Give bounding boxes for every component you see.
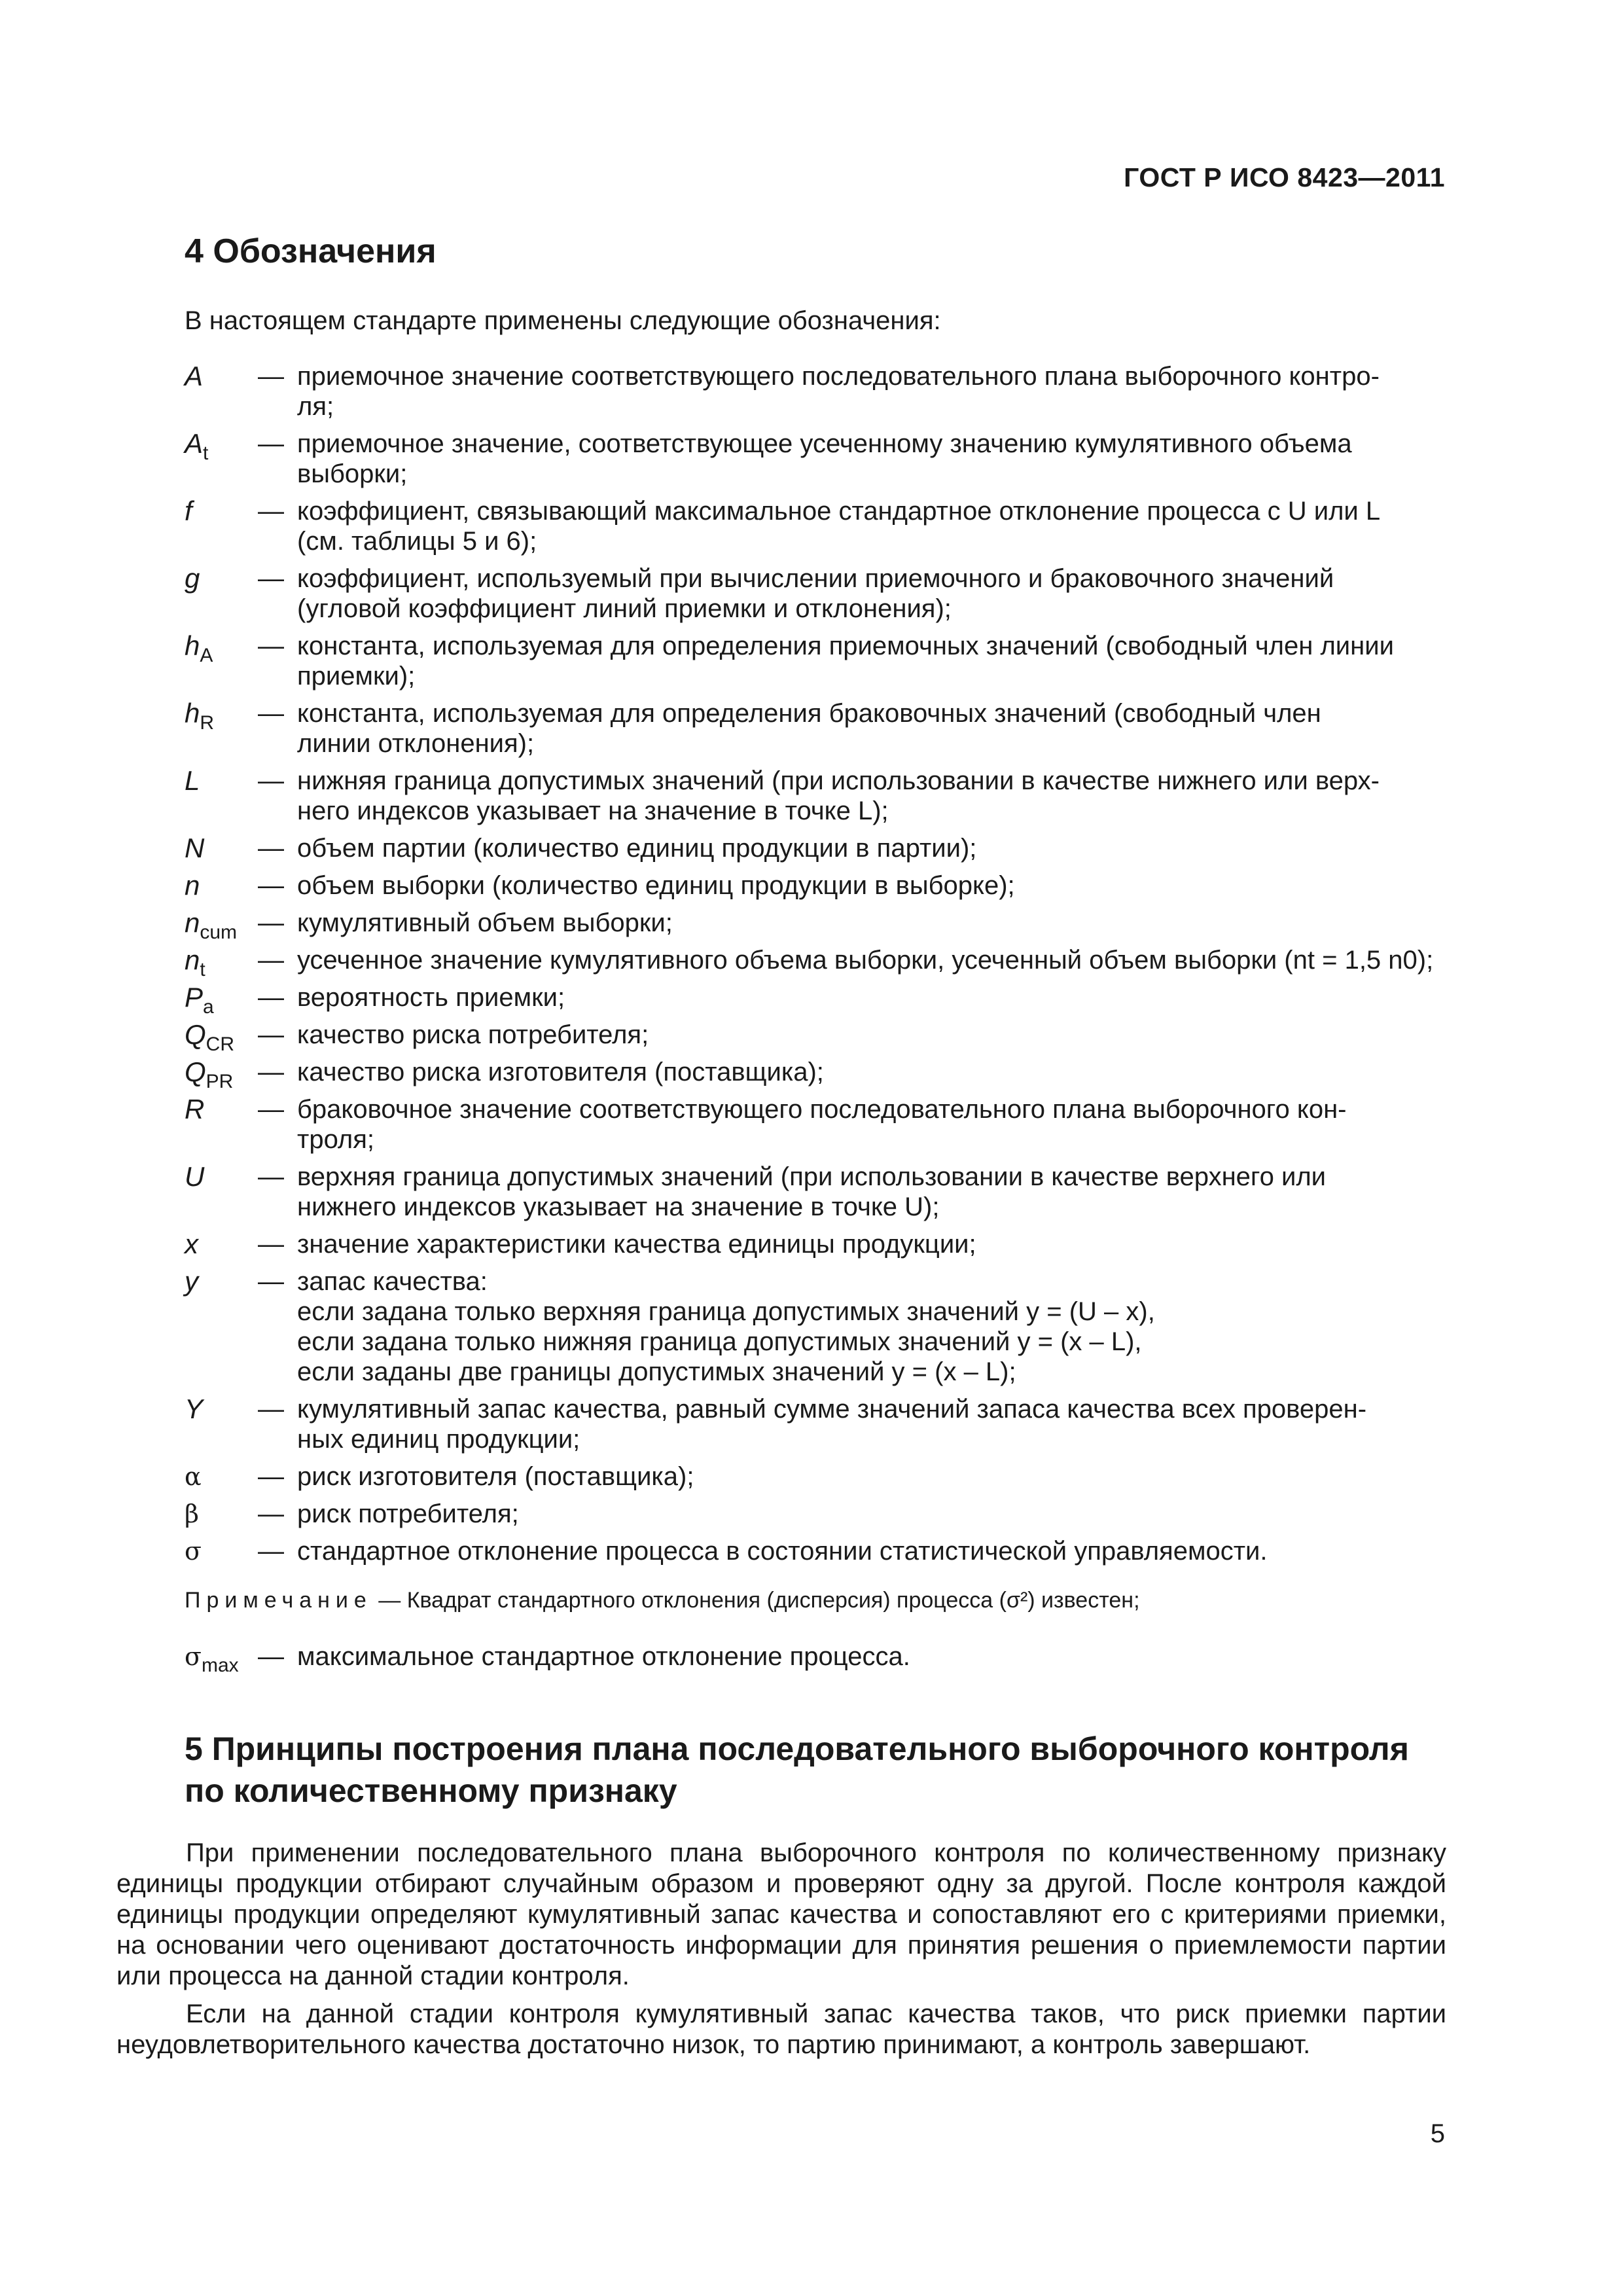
definition-text (297, 766, 1445, 826)
definition-text (297, 870, 1445, 901)
definition-text-line: ных единиц продукции; (297, 1425, 580, 1454)
definition-symbol: σ (185, 1537, 202, 1566)
definition-dash: — (258, 699, 284, 728)
definition-item (185, 766, 1445, 826)
definition-dash: — (258, 871, 284, 900)
definition-text-line: если задана только нижняя граница допустимых значений y = (x – L), (297, 1327, 1142, 1356)
note-label: Примечание (185, 1588, 372, 1613)
definition-text-line: коэффициент, связывающий максимальное стандартное отклонение процесса с U или L (297, 497, 1381, 526)
definition-dash: — (258, 1395, 284, 1424)
definition-item (185, 1394, 1445, 1454)
definition-text-line: кумулятивный объем выборки; (297, 908, 673, 937)
definition-text-line: объем партии (количество единиц продукции в партии); (297, 834, 977, 863)
definition-text-line: нижнего индексов указывает на значение в точке U); (297, 1193, 940, 1221)
definition-text-line: верхняя граница допустимых значений (при использовании в качестве верхнего или (297, 1162, 1327, 1191)
definition-text-line: усеченное значение кумулятивного объема выборки, усеченный объем выборки (nt = 1,5 n0); (297, 946, 1434, 975)
definition-dash: — (258, 1499, 284, 1528)
definition-symbol: U (185, 1161, 205, 1192)
definition-dash: — (258, 362, 284, 391)
definition-text (297, 1394, 1445, 1454)
definition-text (297, 1499, 1445, 1529)
definition-dash: — (258, 1537, 284, 1566)
definition-sigma-max (185, 1641, 1445, 1676)
definition-text: максимальное стандартное отклонение процесса. (297, 1642, 910, 1671)
definition-text-line: (см. таблицы 5 и 6); (297, 527, 537, 556)
definition-dash: — (258, 1230, 284, 1259)
definition-symbol: $h_R$ (185, 698, 215, 734)
definition-dash: — (258, 834, 284, 863)
definition-text (297, 429, 1445, 489)
definition-dash: — (258, 1058, 284, 1086)
definition-symbol: $Q_{CR}$ (185, 1019, 235, 1055)
definition-item (185, 1019, 1445, 1055)
definition-text-line: объем выборки (количество единиц продукции в выборке); (297, 871, 1015, 900)
definition-text (297, 1057, 1445, 1087)
definition-text-line: браковочное значение соответствующего последовательного плана выборочного кон- (297, 1095, 1347, 1124)
definition-dash: — (258, 564, 284, 593)
definition-item (185, 944, 1445, 980)
definition-text (297, 945, 1445, 975)
definition-item (185, 833, 1445, 863)
definition-item (185, 1056, 1445, 1092)
definition-text (297, 982, 1445, 1013)
definition-symbol: x (185, 1229, 198, 1259)
definition-text-line: константа, используемая для определения приемочных значений (свободный член линии (297, 632, 1394, 660)
definition-item (185, 1499, 1445, 1529)
section-4-intro: В настоящем стандарте применены следующие обозначения: (185, 306, 941, 335)
section-5-paragraph-1: При применении последовательного плана выборочного контроля по количественному признаку единицы продукции отбирают случайным образом и проверяют одну за другой. После контроля каждой единицы продукции определяют кумулятивный запас качества и сопоставляют его с критериями приемки, на основании чего оценивают достаточность информации для принятия решения о приемлемости партии или процесса на данной стадии контроля. (116, 1839, 1446, 1990)
definition-text (297, 1094, 1445, 1155)
definition-text-line: запас качества: (297, 1267, 488, 1296)
definition-symbol: $A_t$ (185, 428, 209, 464)
definition-symbol: A (185, 361, 204, 391)
definition-symbol: $P_a$ (185, 982, 214, 1018)
definition-dash: — (258, 1462, 284, 1491)
definition-item (185, 698, 1445, 759)
definition-text-line: коэффициент, используемый при вычислении приемочного и браковочного значений (297, 564, 1334, 593)
definition-item (185, 361, 1445, 422)
definition-text (297, 361, 1445, 422)
definition-symbol: Y (185, 1393, 204, 1424)
definition-text (297, 1536, 1445, 1566)
definition-text-line: риск потребителя; (297, 1499, 519, 1528)
definition-item (185, 907, 1445, 943)
definition-symbol: $n_t$ (185, 944, 205, 980)
definition-dash: — (258, 1642, 284, 1671)
definition-dash: — (258, 497, 284, 526)
definition-text-line: него индексов указывает на значение в точке L); (297, 797, 889, 825)
definition-text (297, 1229, 1445, 1259)
definition-symbol: β (185, 1499, 199, 1528)
definition-item (185, 982, 1445, 1018)
definition-text (297, 908, 1445, 938)
definition-item (185, 496, 1445, 556)
definition-text (297, 698, 1445, 759)
definition-text-line: вероятность приемки; (297, 983, 565, 1012)
definition-text-line: значение характеристики качества единицы продукции; (297, 1230, 976, 1259)
definition-text-line: линии отклонения); (297, 729, 535, 758)
definitions-list (185, 361, 1445, 1573)
definition-text (297, 833, 1445, 863)
page-number: 5 (1430, 2119, 1445, 2148)
definition-dash: — (258, 429, 284, 458)
definition-text-line: ля; (297, 392, 334, 421)
definition-text-line: троля; (297, 1125, 375, 1154)
definition-dash: — (258, 946, 284, 975)
definition-dash: — (258, 1095, 284, 1124)
definition-item (185, 429, 1445, 489)
definition-text-line: выборки; (297, 459, 408, 488)
definition-dash: — (258, 632, 284, 660)
definition-item (185, 1462, 1445, 1492)
note-text: — Квадрат стандартного отклонения (дисперсия) процесса (σ²) известен; (372, 1588, 1140, 1613)
definition-symbol: $Q_{PR}$ (185, 1056, 234, 1092)
definition-symbol: N (185, 833, 205, 863)
definition-symbol: g (185, 563, 200, 594)
definition-text (297, 1020, 1445, 1050)
definition-text-line: если заданы две границы допустимых значений y = (x – L); (297, 1357, 1016, 1386)
definition-text-line: качество риска потребителя; (297, 1020, 649, 1049)
definition-text (297, 1266, 1445, 1387)
definition-dash: — (258, 908, 284, 937)
definition-text-line: стандартное отклонение процесса в состоянии статистической управляемости. (297, 1537, 1268, 1566)
definition-text-line: нижняя граница допустимых значений (при использовании в качестве нижнего или верх- (297, 766, 1380, 795)
definition-symbol: $n_{cum}$ (185, 907, 238, 943)
definition-text-line: константа, используемая для определения браковочных значений (свободный член (297, 699, 1321, 728)
definition-item (185, 1536, 1445, 1566)
section-5-paragraph-2: Если на данной стадии контроля кумулятивный запас качества таков, что риск приемки партии неудовлетворительного качества достаточно низок, то партию принимают, а контроль завершают. (116, 2000, 1446, 2059)
definition-dash: — (258, 766, 284, 795)
definition-text-line: кумулятивный запас качества, равный сумме значений запаса качества всех проверен- (297, 1395, 1367, 1424)
definition-text (297, 1162, 1445, 1222)
standard-code-header: ГОСТ Р ИСО 8423—2011 (1124, 162, 1445, 192)
definition-text (297, 496, 1445, 556)
definition-dash: — (258, 1162, 284, 1191)
definition-symbol: $h_A$ (185, 630, 213, 666)
definition-symbol: n (185, 870, 200, 901)
definition-symbol: f (185, 495, 192, 526)
definition-text-line: приемочное значение, соответствующее усеченному значению кумулятивного объема (297, 429, 1352, 458)
definition-text-line: приемочное значение соответствующего последовательного плана выборочного контро- (297, 362, 1380, 391)
definition-text (297, 631, 1445, 691)
definition-item (185, 1162, 1445, 1222)
definition-dash: — (258, 1020, 284, 1049)
definition-text-line: если задана только верхняя граница допустимых значений y = (U – x), (297, 1297, 1155, 1326)
definition-text (297, 1462, 1445, 1492)
definition-symbol: $\sigma_{max}$ (185, 1642, 239, 1676)
definition-text-line: качество риска изготовителя (поставщика); (297, 1058, 824, 1086)
definition-symbol: L (185, 765, 200, 796)
definition-dash: — (258, 1267, 284, 1296)
section-5-title: 5 Принципы построения плана последовательного выборочного контроля по количественному признаку (185, 1731, 1409, 1809)
definition-item (185, 1266, 1445, 1387)
definition-item (185, 870, 1445, 901)
definition-text-line: риск изготовителя (поставщика); (297, 1462, 694, 1491)
definition-symbol: y (185, 1266, 198, 1297)
definition-dash: — (258, 983, 284, 1012)
definition-item (185, 1094, 1445, 1155)
section-4-title: 4 Обозначения (185, 232, 437, 270)
definition-text-line: (угловой коэффициент линий приемки и отклонения); (297, 594, 952, 623)
definition-symbol: R (185, 1094, 205, 1124)
definition-item (185, 564, 1445, 624)
definition-item (185, 631, 1445, 691)
definition-item (185, 1229, 1445, 1259)
definition-text (297, 564, 1445, 624)
note (185, 1588, 1140, 1613)
definition-symbol: α (185, 1462, 202, 1491)
definition-text-line: приемки); (297, 662, 416, 691)
